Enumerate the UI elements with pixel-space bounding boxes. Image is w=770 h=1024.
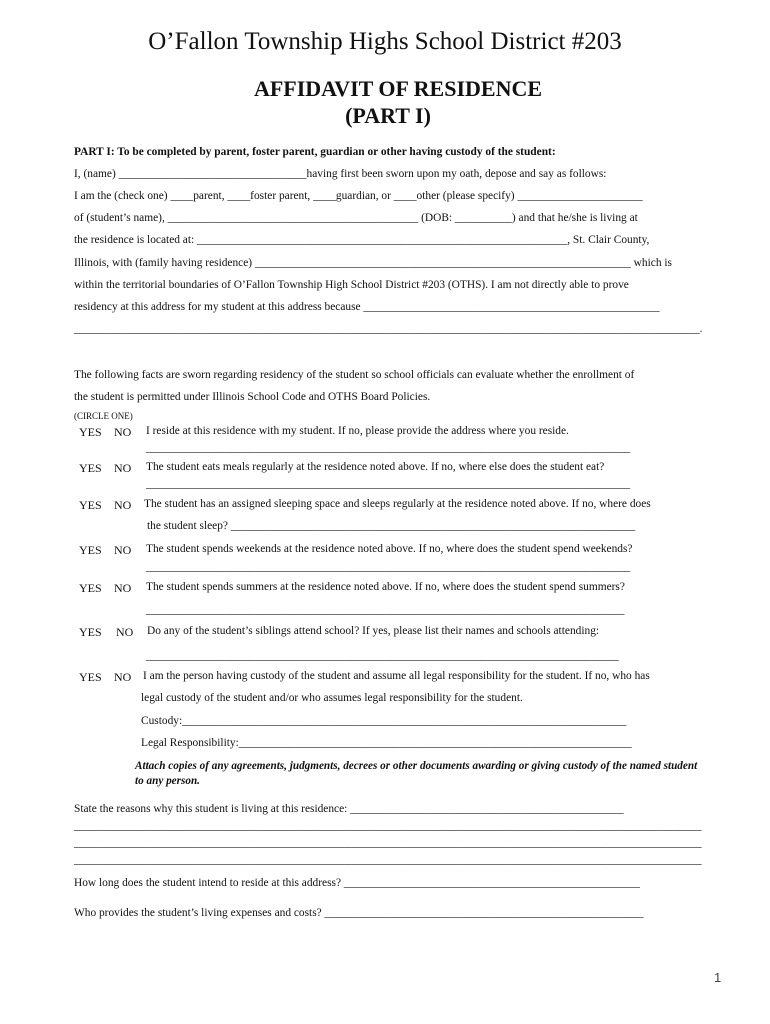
question-text: I reside at this residence with my student. If no, please provide the address where you reside. [146, 425, 569, 437]
circle-one-label: (CIRCLE ONE) [74, 411, 133, 421]
name-line: I, (name) _________________________________having first been sworn upon my oath, depose and say as follows: [74, 168, 607, 180]
student-name-line: of (student’s name), ____________________________________________ (DOB: __________) and that he/she is living at [74, 212, 638, 224]
legal-responsibility-field[interactable]: Legal Responsibility:_____________________________________________________________________ [141, 737, 632, 749]
question-text: Do any of the student’s siblings attend school? If yes, please list their names and schools attending: [147, 625, 600, 637]
relationship-line: I am the (check one) ____parent, ____foster parent, ____guardian, or ____other (please specify) ______________________ [74, 190, 643, 202]
no-option[interactable]: NO [114, 670, 132, 684]
residence-line: the residence is located at: _________________________________________________________________, St. Clair County, [74, 234, 650, 246]
part-heading: (PART I) [345, 103, 431, 128]
question-continuation: legal custody of the student and/or who assumes legal responsibility for the student. [141, 692, 523, 704]
family-line: Illinois, with (family having residence) __________________________________________________________________ which is [74, 257, 672, 269]
answer-line[interactable]: _____________________________________________________________________________________ [146, 561, 631, 573]
facts-line-2: the student is permitted under Illinois School Code and OTHS Board Policies. [74, 391, 431, 403]
custody-field[interactable]: Custody:______________________________________________________________________________ [141, 715, 627, 727]
reasons-line[interactable]: _________________________________________________________________________________________________________________ [74, 820, 702, 832]
answer-line[interactable]: the student sleep? _______________________________________________________________________ [147, 520, 636, 532]
answer-line[interactable]: _____________________________________________________________________________________ [146, 442, 631, 454]
answer-line[interactable]: ____________________________________________________________________________________ [146, 604, 625, 616]
boundaries-line: within the territorial boundaries of O’Fallon Township High School District #203 (OTHS). I am not directly able to prove [74, 279, 629, 291]
yes-option[interactable]: YES [79, 625, 102, 639]
no-option[interactable]: NO [114, 498, 132, 512]
district-title: O’Fallon Township Highs School District #203 [148, 28, 622, 55]
yes-option[interactable]: YES [79, 581, 102, 595]
because-continuation-line: _________________________________________________________________________________________________________________. [74, 323, 703, 335]
reasons-line[interactable]: _________________________________________________________________________________________________________________ [74, 854, 702, 866]
no-option[interactable]: NO [114, 543, 132, 557]
reasons-line[interactable]: _________________________________________________________________________________________________________________ [74, 837, 702, 849]
no-option[interactable]: NO [114, 425, 132, 439]
yes-option[interactable]: YES [79, 461, 102, 475]
page-number: 1 [714, 970, 722, 985]
question-text: I am the person having custody of the student and assume all legal responsibility for the student. If no, who has [143, 670, 650, 682]
facts-line-1: The following facts are sworn regarding residency of the student so school officials can evaluate whether the enrollment of [74, 369, 635, 381]
question-text: The student eats meals regularly at the residence noted above. If no, where else does the student eat? [146, 461, 605, 473]
how-long-field[interactable]: How long does the student intend to reside at this address? ____________________________________________________ [74, 877, 640, 889]
because-line: residency at this address for my student at this address because ____________________________________________________ [74, 301, 660, 313]
part-intro: PART I: To be completed by parent, foster parent, guardian or other having custody of the student: [74, 146, 556, 158]
question-text: The student spends summers at the residence noted above. If no, where does the student spend summers? [146, 581, 625, 593]
yes-option[interactable]: YES [79, 670, 102, 684]
reasons-field[interactable]: State the reasons why this student is living at this residence: ________________________________________________ [74, 803, 624, 815]
answer-line[interactable]: _____________________________________________________________________________________ [146, 478, 631, 490]
no-option[interactable]: NO [116, 625, 134, 639]
affidavit-heading: AFFIDAVIT OF RESIDENCE [253, 76, 543, 101]
yes-option[interactable]: YES [79, 425, 102, 439]
yes-option[interactable]: YES [79, 498, 102, 512]
question-text: The student spends weekends at the residence noted above. If no, where does the student spend weekends? [146, 543, 633, 555]
answer-line[interactable]: ___________________________________________________________________________________ [146, 650, 619, 662]
attach-note: Attach copies of any agreements, judgments, decrees or other documents awarding or giving custody of the named student to any person. [135, 760, 698, 787]
yes-option[interactable]: YES [79, 543, 102, 557]
who-provides-field[interactable]: Who provides the student’s living expenses and costs? ________________________________________________________ [74, 907, 644, 919]
question-text: The student has an assigned sleeping space and sleeps regularly at the residence noted above. If no, where does [144, 498, 651, 510]
no-option[interactable]: NO [114, 581, 132, 595]
no-option[interactable]: NO [114, 461, 132, 475]
